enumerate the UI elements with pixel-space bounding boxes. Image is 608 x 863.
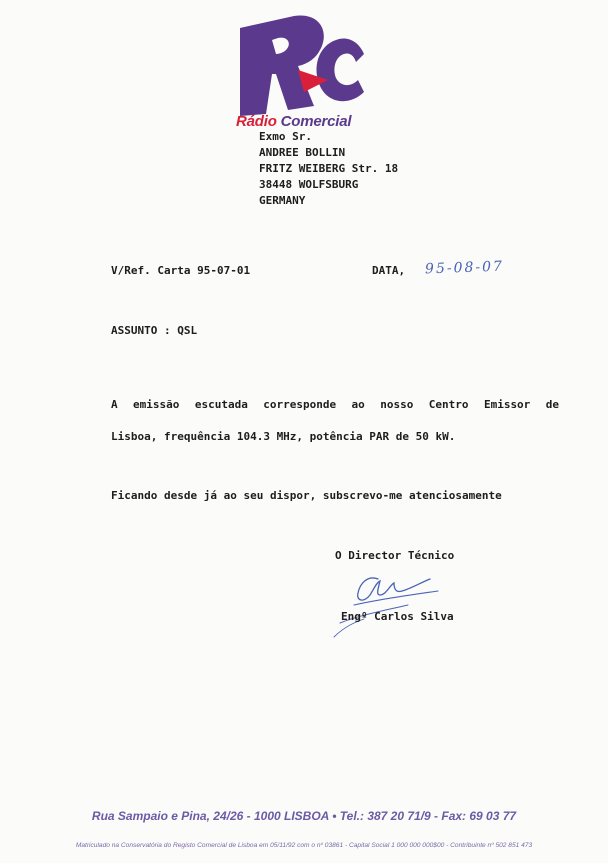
logo-r-shape (240, 15, 324, 116)
closing-line: Ficando desde já ao seu dispor, subscrevo-me atenciosamente (111, 489, 502, 502)
handwritten-signature (330, 565, 460, 640)
handwritten-date: 95-08-07 (424, 258, 505, 278)
logo-c-shape (317, 39, 364, 102)
address-line: Exmo Sr. (259, 130, 312, 143)
reference-line: V/Ref. Carta 95-07-01 (111, 264, 251, 277)
footer-registry: Matriculado na Conservatória do Registo Comercial de Lisboa em 05/11/92 com o nº 03861 - Capital Social 1 000 000 000$00 - Contribuinte nº 502 851 473 (75, 842, 533, 849)
brand-word-comercial: Comercial (280, 113, 352, 130)
body-line-1: A emissão escutada corresponde ao nosso Centro Emissor de (111, 398, 559, 411)
footer-address: Rua Sampaio e Pina, 24/26 - 1000 LISBOA • Tel.: 387 20 71/9 - Fax: 69 03 77 (91, 809, 517, 823)
signer-name: Engº Carlos Silva (341, 610, 454, 623)
address-line: 38448 WOLFSBURG (259, 178, 359, 191)
address-line: ANDREE BOLLIN (259, 146, 346, 159)
date-label: DATA, (372, 264, 406, 277)
signer-title: O Director Técnico (335, 549, 455, 562)
recipient-address (259, 129, 398, 209)
brand-word-radio: Rádio (236, 113, 277, 130)
subject-line: ASSUNTO : QSL (111, 324, 198, 337)
address-line: GERMANY (259, 194, 306, 207)
address-line: FRITZ WEIBERG Str. 18 (259, 162, 399, 175)
body-line-2: Lisboa, frequência 104.3 MHz, potência PAR de 50 kW. (111, 430, 456, 443)
radio-comercial-logo (232, 10, 382, 128)
brand-name (236, 113, 351, 130)
